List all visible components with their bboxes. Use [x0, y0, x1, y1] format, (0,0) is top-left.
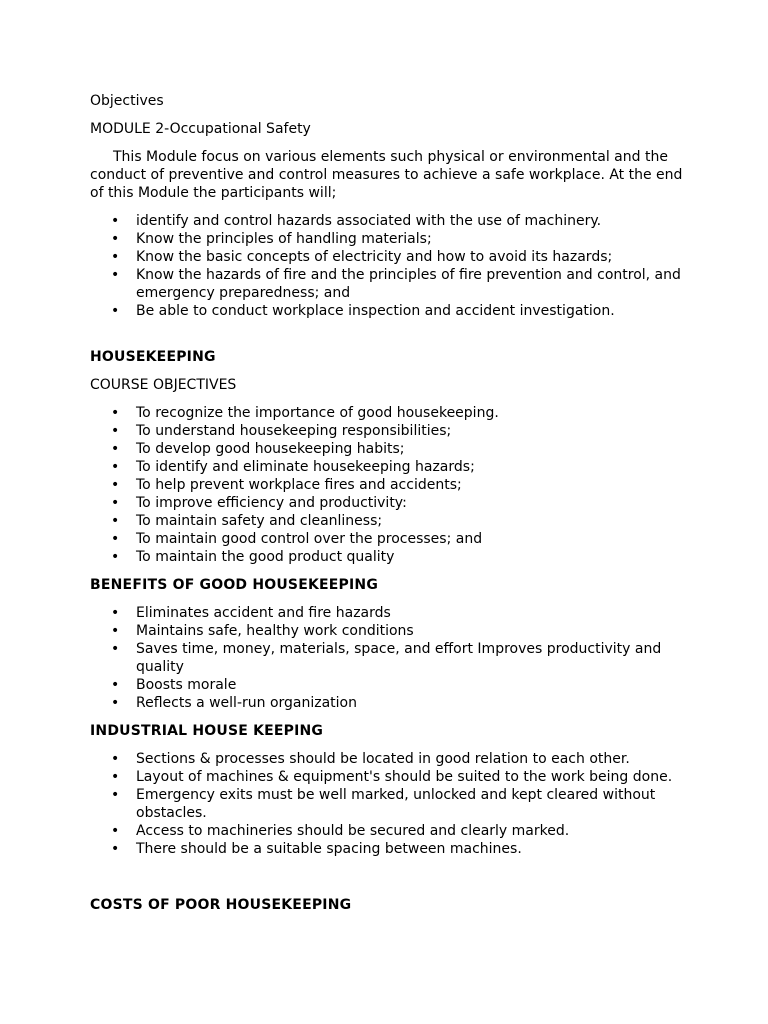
list-item-text: To help prevent workplace fires and accidents; [136, 477, 462, 493]
list-item [90, 230, 690, 248]
course-objectives-label: COURSE OBJECTIVES [90, 377, 237, 393]
module-objectives-list [90, 212, 690, 320]
list-item-text: To maintain good control over the processes; and [136, 531, 483, 547]
intro-paragraph: This Module focus on various elements such physical or environmental and the conduct of preventive and control measures to achieve a safe workplace. At the end of this Module the participants will; [90, 149, 683, 201]
list-item-text: To improve efficiency and productivity: [136, 495, 407, 511]
list-item-text: Know the hazards of fire and the principles of fire prevention and control, and emergency preparedness; and [136, 267, 681, 301]
bullet-icon: • [111, 823, 120, 839]
housekeeping-heading: HOUSEKEEPING [90, 349, 216, 365]
module-title: MODULE 2-Occupational Safety [90, 121, 311, 137]
list-item-text: To maintain safety and cleanliness; [136, 513, 383, 529]
bullet-icon: • [111, 303, 120, 319]
objectives-label: Objectives [90, 93, 164, 109]
bullet-icon: • [111, 267, 120, 283]
list-item-text: To develop good housekeeping habits; [136, 441, 405, 457]
list-item-text: Reflects a well-run organization [136, 695, 357, 711]
list-item-text: To recognize the importance of good housekeeping. [136, 405, 499, 421]
costs-heading: COSTS OF POOR HOUSEKEEPING [90, 897, 352, 913]
bullet-icon: • [111, 441, 120, 457]
bullet-icon: • [111, 751, 120, 767]
list-item [90, 676, 690, 694]
list-item [90, 840, 690, 858]
bullet-icon: • [111, 477, 120, 493]
bullet-icon: • [111, 695, 120, 711]
list-item [90, 494, 690, 512]
list-item [90, 768, 690, 786]
bullet-icon: • [111, 513, 120, 529]
bullet-icon: • [111, 605, 120, 621]
list-item [90, 212, 690, 230]
bullet-icon: • [111, 405, 120, 421]
list-item [90, 604, 690, 622]
bullet-icon: • [111, 459, 120, 475]
industrial-housekeeping-heading: INDUSTRIAL HOUSE KEEPING [90, 723, 324, 739]
list-item [90, 458, 690, 476]
list-item [90, 248, 690, 266]
list-item-text: Saves time, money, materials, space, and effort Improves productivity and quality [136, 641, 662, 675]
list-item-text: To understand housekeeping responsibilities; [136, 423, 452, 439]
list-item-text: Know the principles of handling materials; [136, 231, 432, 247]
list-item [90, 302, 690, 320]
bullet-icon: • [111, 249, 120, 265]
list-item [90, 548, 690, 566]
industrial-housekeeping-list [90, 750, 690, 858]
bullet-icon: • [111, 531, 120, 547]
list-item [90, 786, 690, 822]
list-item-text: Eliminates accident and fire hazards [136, 605, 391, 621]
list-item [90, 822, 690, 840]
bullet-icon: • [111, 423, 120, 439]
list-item-text: Maintains safe, healthy work conditions [136, 623, 414, 639]
list-item-text: Access to machineries should be secured and clearly marked. [136, 823, 570, 839]
list-item-text: Be able to conduct workplace inspection and accident investigation. [136, 303, 615, 319]
list-item [90, 622, 690, 640]
list-item-text: Emergency exits must be well marked, unlocked and kept cleared without obstacles. [136, 787, 656, 821]
list-item [90, 422, 690, 440]
bullet-icon: • [111, 549, 120, 565]
list-item [90, 530, 690, 548]
list-item-text: Sections & processes should be located in good relation to each other. [136, 751, 630, 767]
list-item [90, 404, 690, 422]
list-item-text: To maintain the good product quality [136, 549, 395, 565]
list-item [90, 750, 690, 768]
list-item-text: Layout of machines & equipment's should be suited to the work being done. [136, 769, 673, 785]
bullet-icon: • [111, 769, 120, 785]
list-item [90, 266, 690, 302]
list-item [90, 694, 690, 712]
list-item [90, 640, 690, 676]
bullet-icon: • [111, 677, 120, 693]
bullet-icon: • [111, 213, 120, 229]
document-page [90, 92, 690, 914]
list-item [90, 512, 690, 530]
benefits-list [90, 604, 690, 712]
list-item-text: To identify and eliminate housekeeping hazards; [136, 459, 475, 475]
bullet-icon: • [111, 495, 120, 511]
benefits-heading: BENEFITS OF GOOD HOUSEKEEPING [90, 577, 379, 593]
bullet-icon: • [111, 787, 120, 803]
list-item-text: Know the basic concepts of electricity and how to avoid its hazards; [136, 249, 613, 265]
list-item-text: There should be a suitable spacing between machines. [136, 841, 522, 857]
bullet-icon: • [111, 641, 120, 657]
list-item-text: Boosts morale [136, 677, 237, 693]
list-item-text: identify and control hazards associated with the use of machinery. [136, 213, 602, 229]
bullet-icon: • [111, 623, 120, 639]
bullet-icon: • [111, 841, 120, 857]
list-item [90, 476, 690, 494]
bullet-icon: • [111, 231, 120, 247]
course-objectives-list [90, 404, 690, 566]
list-item [90, 440, 690, 458]
